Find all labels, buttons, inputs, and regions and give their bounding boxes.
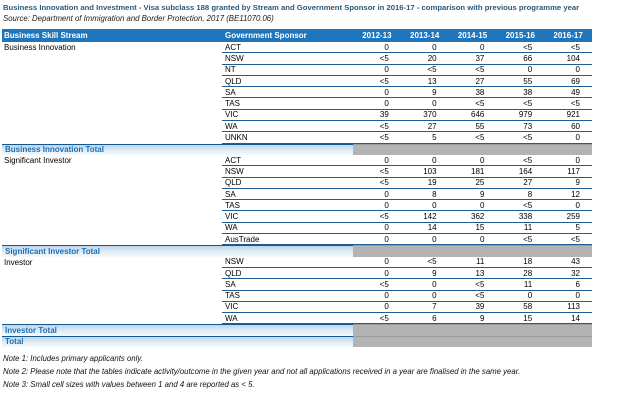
table-row: [2, 121, 592, 132]
value-cell: 117: [544, 166, 592, 177]
column-header-sponsor: Government Sponsor: [225, 31, 307, 40]
value-cell: 13: [449, 268, 497, 279]
grand-total-row: [2, 336, 592, 347]
value-cell: 0: [544, 200, 592, 211]
value-cell: 39: [353, 110, 401, 121]
value-cell: 0: [449, 155, 497, 166]
value-cell: 5: [401, 132, 449, 143]
value-cell: 104: [544, 53, 592, 64]
value-cell: <5: [449, 279, 497, 290]
grants-table: [2, 29, 592, 347]
section-total-row: [2, 144, 592, 155]
value-cell: 7: [401, 302, 449, 313]
sponsor-label: NT: [222, 65, 353, 76]
value-cell: <5: [353, 53, 401, 64]
sponsor-label: SA: [222, 279, 353, 290]
value-cell: 259: [544, 211, 592, 222]
total-row-label: Investor Total: [2, 324, 353, 335]
sponsor-label: QLD: [222, 268, 353, 279]
column-header-2015-16: 2015-16: [505, 31, 535, 40]
value-cell: 32: [544, 268, 592, 279]
column-header-2016-17: 2016-17: [553, 31, 583, 40]
table-row: [2, 76, 592, 87]
stream-label: [2, 98, 222, 109]
value-cell: 0: [401, 291, 449, 302]
table-row: [2, 155, 592, 166]
value-cell: <5: [496, 200, 544, 211]
sponsor-label: VIC: [222, 110, 353, 121]
value-cell: 39: [449, 302, 497, 313]
stream-label: Investor: [4, 257, 33, 267]
stream-label: [2, 189, 222, 200]
value-cell: 14: [544, 313, 592, 324]
value-cell: <5: [544, 98, 592, 109]
value-cell: <5: [353, 211, 401, 222]
stream-label: [2, 234, 222, 245]
value-cell: <5: [496, 155, 544, 166]
sponsor-label: AusTrade: [222, 234, 353, 245]
value-cell: 28: [496, 268, 544, 279]
table-row: [2, 132, 592, 143]
stream-label: [2, 166, 222, 177]
value-cell: 0: [353, 42, 401, 53]
stream-label: [2, 291, 222, 302]
value-cell: 646: [449, 110, 497, 121]
sponsor-label: WA: [222, 223, 353, 234]
value-cell: <5: [353, 121, 401, 132]
sponsor-label: NSW: [222, 257, 353, 268]
stream-label: [2, 53, 222, 64]
table-header-row: [2, 29, 592, 42]
value-cell: 38: [496, 87, 544, 98]
table-row: [2, 42, 592, 53]
sponsor-label: SA: [222, 87, 353, 98]
value-cell: 0: [544, 291, 592, 302]
value-cell: 0: [401, 98, 449, 109]
value-cell: 0: [401, 155, 449, 166]
value-cell: 0: [401, 42, 449, 53]
value-cell: 103: [401, 166, 449, 177]
value-cell: <5: [353, 178, 401, 189]
table-body: [2, 42, 592, 347]
value-cell: 27: [401, 121, 449, 132]
value-cell: 0: [449, 234, 497, 245]
total-values-blank: [353, 324, 592, 335]
page-title: Business Innovation and Investment - Visa subclass 188 granted by Stream and Government Sponsor in 2016-17 - comparison with previous programme year: [3, 3, 580, 12]
value-cell: <5: [353, 76, 401, 87]
total-row-label: Significant Investor Total: [2, 245, 353, 256]
table-row: [2, 65, 592, 76]
value-cell: 27: [449, 76, 497, 87]
value-cell: 8: [496, 189, 544, 200]
value-cell: 9: [401, 87, 449, 98]
value-cell: 8: [401, 189, 449, 200]
stream-label: [2, 200, 222, 211]
table-row: [2, 223, 592, 234]
value-cell: <5: [449, 98, 497, 109]
value-cell: 5: [544, 223, 592, 234]
sponsor-label: QLD: [222, 76, 353, 87]
value-cell: <5: [401, 65, 449, 76]
total-values-blank: [353, 144, 592, 155]
sponsor-label: QLD: [222, 178, 353, 189]
value-cell: 38: [449, 87, 497, 98]
table-row: [2, 302, 592, 313]
table-row: [2, 211, 592, 222]
value-cell: 9: [544, 178, 592, 189]
stream-label: [2, 178, 222, 189]
value-cell: 362: [449, 211, 497, 222]
note-line: Note 3: Small cell sizes with values between 1 and 4 are reported as < 5.: [3, 380, 255, 389]
stream-label: Significant Investor: [4, 156, 72, 166]
value-cell: 6: [401, 313, 449, 324]
stream-label: [2, 268, 222, 279]
value-cell: 921: [544, 110, 592, 121]
value-cell: 0: [353, 155, 401, 166]
value-cell: 0: [353, 98, 401, 109]
value-cell: 0: [353, 302, 401, 313]
value-cell: <5: [496, 234, 544, 245]
value-cell: 0: [353, 65, 401, 76]
value-cell: 19: [401, 178, 449, 189]
value-cell: <5: [401, 257, 449, 268]
sponsor-label: ACT: [222, 155, 353, 166]
stream-label: [2, 87, 222, 98]
table-row: [2, 291, 592, 302]
value-cell: 25: [449, 178, 497, 189]
total-row-label: Business Innovation Total: [2, 144, 353, 155]
stream-label: [2, 121, 222, 132]
value-cell: 0: [353, 189, 401, 200]
total-row-label: Total: [2, 336, 353, 347]
column-header-2014-15: 2014-15: [457, 31, 488, 40]
value-cell: 0: [353, 223, 401, 234]
value-cell: 0: [353, 257, 401, 268]
table-row: [2, 313, 592, 324]
sponsor-label: NSW: [222, 166, 353, 177]
value-cell: 15: [496, 313, 544, 324]
value-cell: <5: [544, 42, 592, 53]
stream-label: [2, 223, 222, 234]
sponsor-label: WA: [222, 121, 353, 132]
sponsor-label: NSW: [222, 53, 353, 64]
value-cell: 0: [496, 65, 544, 76]
value-cell: 37: [449, 53, 497, 64]
value-cell: 49: [544, 87, 592, 98]
value-cell: 43: [544, 257, 592, 268]
value-cell: 0: [449, 42, 497, 53]
sponsor-label: WA: [222, 313, 353, 324]
value-cell: <5: [544, 234, 592, 245]
value-cell: <5: [353, 313, 401, 324]
value-cell: <5: [496, 132, 544, 143]
value-cell: 9: [449, 189, 497, 200]
value-cell: 0: [353, 234, 401, 245]
value-cell: <5: [353, 166, 401, 177]
value-cell: 55: [496, 76, 544, 87]
value-cell: 0: [449, 200, 497, 211]
value-cell: 15: [449, 223, 497, 234]
value-cell: 0: [544, 155, 592, 166]
value-cell: 13: [401, 76, 449, 87]
value-cell: 6: [544, 279, 592, 290]
value-cell: <5: [449, 65, 497, 76]
value-cell: 9: [449, 313, 497, 324]
table-row: [2, 98, 592, 109]
stream-label: [2, 302, 222, 313]
value-cell: 0: [401, 279, 449, 290]
table-row: [2, 234, 592, 245]
value-cell: 12: [544, 189, 592, 200]
sponsor-label: VIC: [222, 211, 353, 222]
stream-label: Business Innovation: [4, 43, 76, 53]
sponsor-label: TAS: [222, 200, 353, 211]
sponsor-label: VIC: [222, 302, 353, 313]
value-cell: 0: [401, 234, 449, 245]
table-row: [2, 166, 592, 177]
value-cell: 55: [449, 121, 497, 132]
value-cell: 58: [496, 302, 544, 313]
stream-label: [2, 211, 222, 222]
value-cell: 9: [401, 268, 449, 279]
table-row: [2, 200, 592, 211]
value-cell: <5: [496, 98, 544, 109]
value-cell: 164: [496, 166, 544, 177]
value-cell: 0: [353, 268, 401, 279]
sponsor-label: UNKN: [222, 132, 353, 143]
table-row: [2, 189, 592, 200]
table-row: [2, 53, 592, 64]
section-total-row: [2, 324, 592, 335]
value-cell: 11: [449, 257, 497, 268]
value-cell: 142: [401, 211, 449, 222]
value-cell: 14: [401, 223, 449, 234]
stream-label: [2, 65, 222, 76]
value-cell: 979: [496, 110, 544, 121]
value-cell: <5: [496, 42, 544, 53]
note-line: Note 1: Includes primary applicants only.: [3, 354, 143, 363]
sponsor-label: TAS: [222, 98, 353, 109]
stream-label: [2, 279, 222, 290]
column-header-2012-13: 2012-13: [362, 31, 392, 40]
value-cell: 73: [496, 121, 544, 132]
value-cell: 69: [544, 76, 592, 87]
value-cell: 181: [449, 166, 497, 177]
value-cell: <5: [449, 132, 497, 143]
value-cell: 0: [544, 65, 592, 76]
column-header-stream: Business Skill Stream: [4, 31, 88, 40]
value-cell: 11: [496, 223, 544, 234]
value-cell: 60: [544, 121, 592, 132]
table-row: [2, 178, 592, 189]
value-cell: 0: [544, 132, 592, 143]
note-line: Note 2: Please note that the tables indicate activity/outcome in the given year and not all applications received in a year are finalised in the same year.: [3, 367, 521, 376]
value-cell: 27: [496, 178, 544, 189]
value-cell: 0: [353, 291, 401, 302]
section-total-row: [2, 245, 592, 256]
value-cell: 0: [353, 200, 401, 211]
table-row: [2, 257, 592, 268]
value-cell: 338: [496, 211, 544, 222]
sponsor-label: TAS: [222, 291, 353, 302]
total-values-blank: [353, 336, 592, 347]
value-cell: 370: [401, 110, 449, 121]
notes-block: [3, 352, 637, 391]
value-cell: 0: [401, 200, 449, 211]
table-row: [2, 87, 592, 98]
value-cell: 11: [496, 279, 544, 290]
value-cell: 0: [496, 291, 544, 302]
source-line: Source: Department of Immigration and Border Protection, 2017 (BE11070.06): [3, 14, 274, 23]
value-cell: 0: [353, 87, 401, 98]
value-cell: <5: [353, 279, 401, 290]
total-values-blank: [353, 245, 592, 256]
value-cell: <5: [449, 291, 497, 302]
column-header-2013-14: 2013-14: [410, 31, 440, 40]
table-row: [2, 279, 592, 290]
stream-label: [2, 313, 222, 324]
sponsor-label: SA: [222, 189, 353, 200]
stream-label: [2, 132, 222, 143]
stream-label: [2, 110, 222, 121]
table-row: [2, 268, 592, 279]
stream-label: [2, 76, 222, 87]
sponsor-label: ACT: [222, 42, 353, 53]
value-cell: 18: [496, 257, 544, 268]
value-cell: <5: [353, 132, 401, 143]
value-cell: 20: [401, 53, 449, 64]
value-cell: 66: [496, 53, 544, 64]
table-row: [2, 110, 592, 121]
value-cell: 113: [544, 302, 592, 313]
